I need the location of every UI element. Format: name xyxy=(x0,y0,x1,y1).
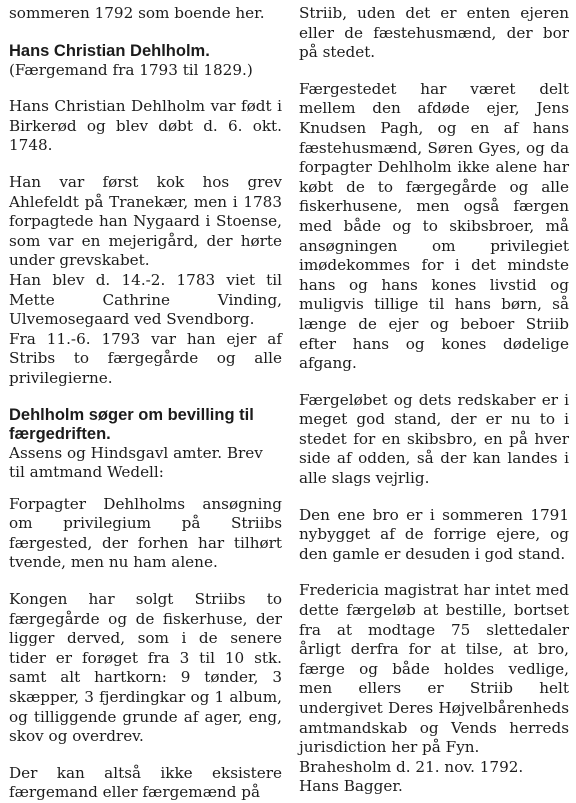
paragraph: Han blev d. 14.-2. 1783 viet til Mette Cathrine Vinding, Ulvemosegaard ved Svendborg. xyxy=(9,270,282,329)
paragraph: Den ene bro er i sommeren 1791 nybygget af de forrige ejere, og den gamle er desuden i god stand. xyxy=(299,505,569,563)
section-subheading: Assens og Hindsgavl amter. Brev til amtmand Wedell: xyxy=(9,443,263,482)
paragraph: Der kan altså ikke eksistere færgemand eller færgemænd på xyxy=(9,763,282,802)
paragraph: Fra 11.-6. 1793 var han ejer af Stribs to færgegårde og alle privilegierne. xyxy=(9,329,282,387)
paragraph: sommeren 1792 som boende her. xyxy=(9,4,265,22)
section-subheading: (Færgemand fra 1793 til 1829.) xyxy=(9,60,253,79)
signature-name: Hans Bagger. xyxy=(299,777,403,796)
section-heading: Dehlholm søger om bevilling til færgedriften. xyxy=(9,405,254,443)
paragraph: Hans Christian Dehlholm var født i Birkerød og blev døbt d. 6. okt. 1748. xyxy=(9,97,282,155)
dateline: Brahesholm d. 21. nov. 1792. xyxy=(299,757,524,776)
paragraph: Forpagter Dehlholms ansøgning om privilegium på Striibs færgested, der forhen har tilhørt tvende, men nu ham alene. xyxy=(9,494,282,572)
section-heading: Hans Christian Dehlholm. xyxy=(9,41,210,60)
left-column xyxy=(9,4,282,803)
paragraph: Fredericia magistrat har intet med dette færgeløb at bestille, bortset fra at modtage 75 slettedaler årligt derfra for at tilse, at bro, færge og både holdes vedlige, men ellers er Striib helt undergivet Deres Højvelbårenheds amtmandskab og Vends herreds jurisdiction her på Fyn. xyxy=(299,581,569,757)
paragraph: Færgeløbet og dets redskaber er i meget god stand, der er nu to i stedet for en skibsbro, en på hver side af odden, så der kan landes i alle slags vejrlig. xyxy=(299,390,569,488)
paragraph: Striib, uden det er enten ejeren eller de fæstehusmænd, der bor på stedet. xyxy=(299,4,569,62)
paragraph: Færgestedet har været delt mellem den afdøde ejer, Jens Knudsen Pagh, og en af hans fæstehusmænd, Søren Gyes, og da forpagter Dehlholm ikke alene har købt de to færgegårde og alle fiskerhusene, men også færgen med både og to skibsbroer, må ansøgningen om privilegiet imødekommes for i det mindste hans og hans kones livstid og muligvis tillige til hans børn, så længe de ejer og beboer Striib efter hans og kones dødelige afgang. xyxy=(299,79,569,373)
right-column xyxy=(299,4,569,797)
paragraph: Kongen har solgt Striibs to færgegårde og de fiskerhuse, der ligger derved, som i de senere tider er forøget fra 3 til 10 stk. samt alt hartkorn: 9 tønder, 3 skæpper, 3 fjerdingkar og 1 album, og tilliggende grunde af ager, eng, skov og overdrev. xyxy=(9,590,282,746)
paragraph: Han var først kok hos grev Ahlefeldt på Tranekær, men i 1783 forpagtede han Nygaard i Stoense, som var en mejerigård, der hørte under grevskabet. xyxy=(9,172,282,270)
